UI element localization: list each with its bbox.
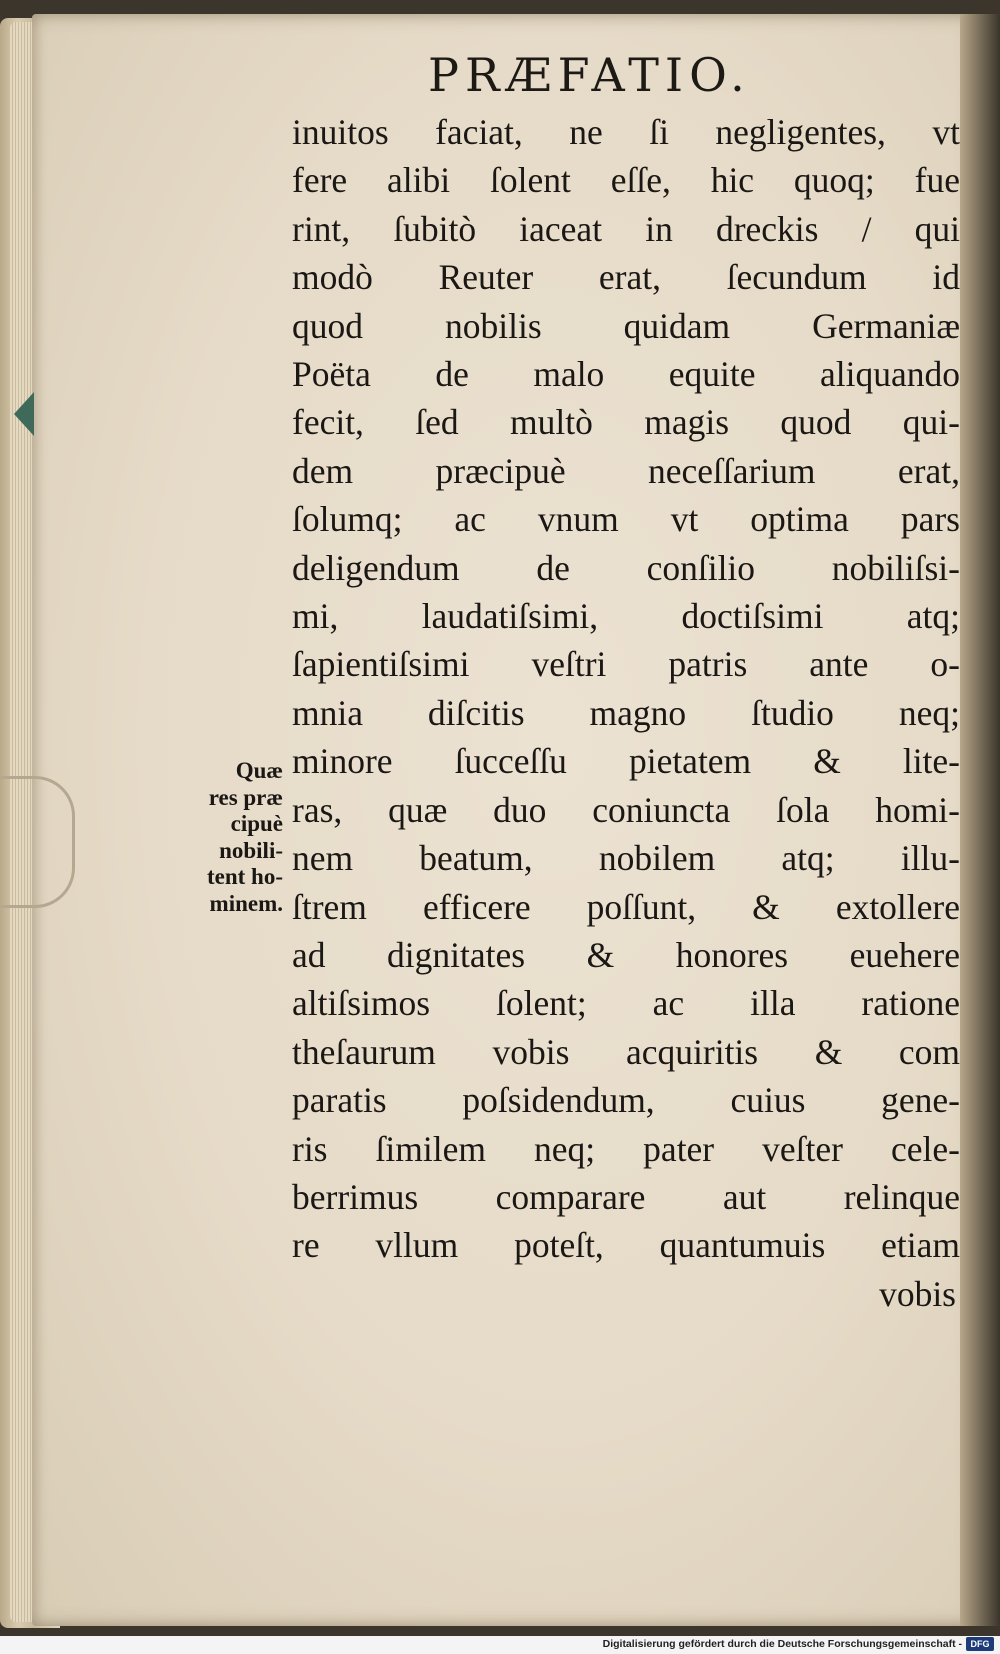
catchword: vobis: [879, 1273, 956, 1314]
body-text: [292, 108, 960, 1318]
body-line: re vllum poteſt, quantumuis etiam: [292, 1225, 960, 1266]
clasp-loop: [0, 776, 75, 908]
marginal-note: [168, 758, 283, 917]
body-line: theſaurum vobis acquiritis & com: [292, 1031, 960, 1072]
marginal-line: res præ: [208, 784, 283, 810]
body-line: ſapientiſsimi veſtri patris ante o-: [292, 644, 960, 685]
body-line: altiſsimos ſolent; ac illa ratione: [292, 983, 960, 1024]
dfg-logo-icon: DFG: [966, 1637, 994, 1651]
gutter-shadow: [960, 14, 1000, 1626]
body-line: inuitos faciat, ne ſi negligentes, vt: [292, 112, 960, 152]
body-line: ris ſimilem neq; pater veſter cele-: [292, 1128, 960, 1169]
body-line: rint, ſubitò iaceat in dreckis / qui: [292, 208, 960, 249]
bookmark-tab-icon: [14, 392, 34, 436]
page-heading: PRÆFATIO.: [428, 48, 751, 102]
marginal-line: minem.: [209, 890, 283, 916]
marginal-line: tent ho-: [206, 864, 283, 889]
body-line: mi, laudatiſsimi, doctiſsimi atq;: [292, 596, 960, 637]
body-line: Poëta de malo equite aliquando: [292, 354, 960, 395]
body-line: nem beatum, nobilem atq; illu-: [292, 838, 960, 879]
body-line: berrimus comparare aut relinque: [292, 1176, 960, 1217]
footer-credit: Digitalisierung gefördert durch die Deutsche Forschungsgemeinschaft -: [602, 1638, 962, 1650]
body-line: modò Reuter erat, ſecundum id: [292, 257, 960, 298]
body-line: quod nobilis quidam Germaniæ: [292, 305, 960, 346]
body-line: fecit, ſed multò magis quod qui-: [292, 402, 960, 443]
marginal-line: cipuè: [230, 811, 283, 836]
body-line: ſtrem efficere poſſunt, & extollere: [292, 886, 960, 927]
body-line: fere alibi ſolent eſſe, hic quoq; fue: [292, 160, 960, 201]
body-line: mnia diſcitis magno ſtudio neq;: [292, 692, 960, 733]
body-line: paratis poſsidendum, cuius gene-: [292, 1080, 960, 1121]
body-line: minore ſucceſſu pietatem & lite-: [292, 741, 960, 782]
marginal-line: nobili-: [219, 837, 283, 863]
body-line: deligendum de conſilio nobiliſsi-: [292, 547, 960, 588]
body-line: ras, quæ duo coniuncta ſola homi-: [292, 789, 960, 830]
body-line: dem præcipuè neceſſarium erat,: [292, 450, 960, 491]
marginal-line: Quæ: [235, 758, 283, 783]
body-line: ſolumq; ac vnum vt optima pars: [292, 499, 960, 540]
body-line: ad dignitates & honores euehere: [292, 934, 960, 975]
